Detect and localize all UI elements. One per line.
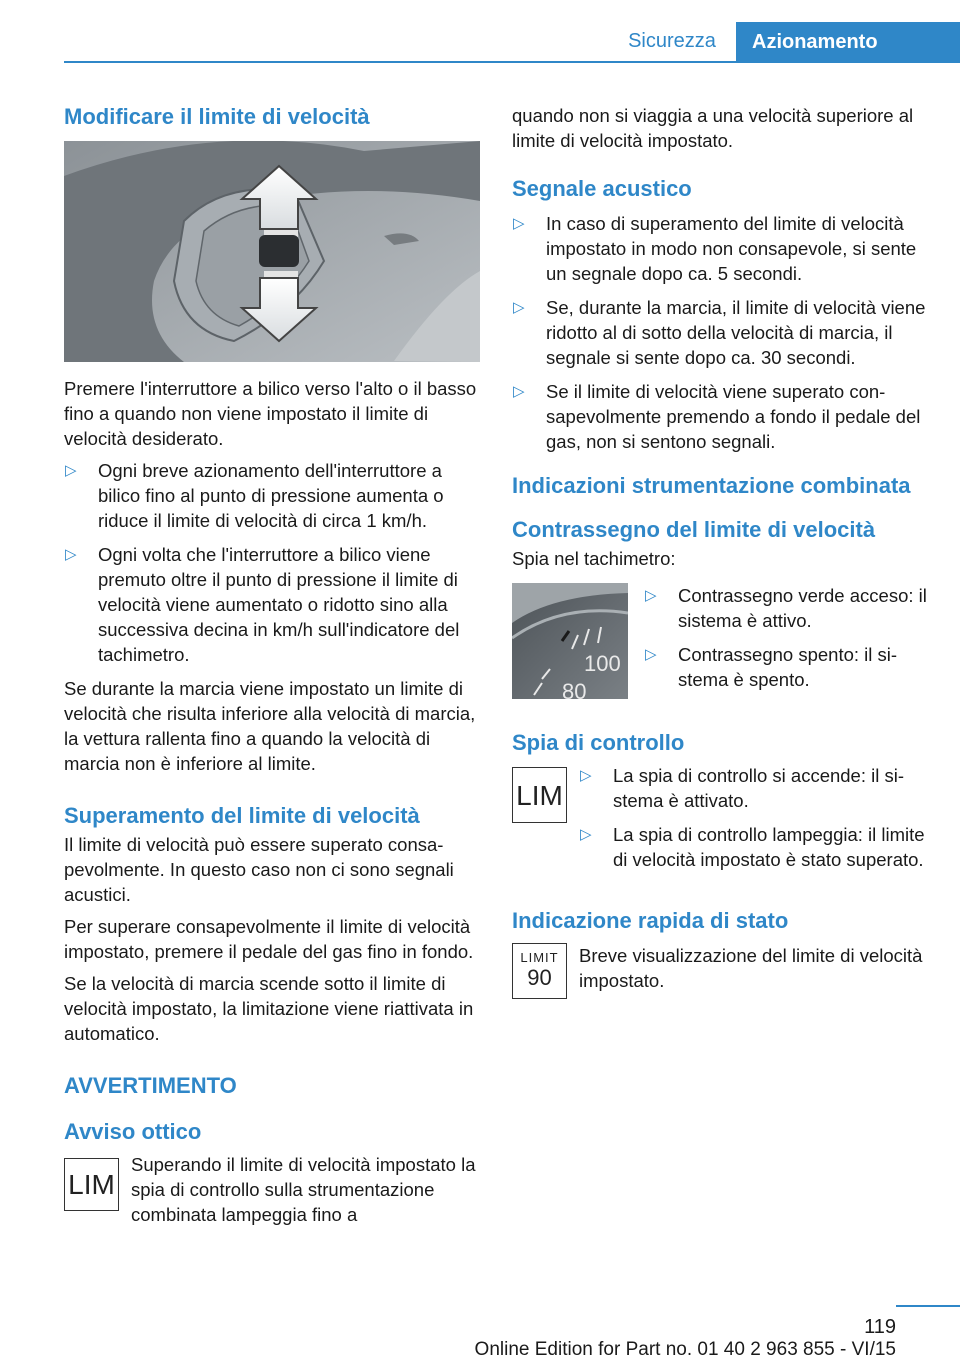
heading-quick-status: Indicazione rapida di stato (512, 908, 789, 933)
right-column (512, 103, 930, 999)
paragraph-continuation: quando non si viaggia a una velocità superiore al limite di velocità impostato. (512, 105, 914, 151)
list-acoustic (512, 211, 930, 454)
heading-warning: AVVERTIMENTO (64, 1073, 237, 1098)
paragraph-speedometer: Spia nel tachimetro: (512, 548, 676, 569)
header-rule (64, 61, 960, 63)
lim-indicator-icon: LIM (512, 767, 567, 823)
paragraph-visual-warning: Superando il limite di velocità impostato la spia di controllo sulla strumentazione combinata lampeggia fino a (131, 1154, 476, 1225)
heading-control-light: Spia di controllo (512, 730, 685, 755)
list-item: ▷ In caso di superamento del limite di velocità impostato in modo non consapevole, si sente un segnale dopo ca. 5 secondi. (512, 211, 930, 286)
speedometer-photo (512, 583, 628, 699)
heading-exceed-limit: Superamento del limite di velocità (64, 803, 420, 828)
page-number: 119 (864, 1316, 896, 1338)
limit-value: 90 (527, 965, 552, 990)
steering-wheel-rocker-switch-photo (64, 141, 480, 362)
list-item: ▷ Contrassegno spento: il sistema è spento. (644, 642, 930, 692)
paragraph-quick-status: Breve visualizzazione del limite di velocità impostato. (579, 945, 923, 991)
edition-footer: Online Edition for Part no. 01 40 2 963 855 - VI/15 (474, 1339, 896, 1360)
list-item: ▷ Ogni breve azionamento dell'interruttore a bilico fino al punto di pressione aumenta o riduce il limite di velocità di circa 1 km/h. (64, 458, 482, 533)
footer-rule (896, 1305, 960, 1307)
heading-limit-marker: Contrassegno del limite di velocità (512, 517, 876, 542)
gauge-label-80: 80 (562, 679, 587, 699)
paragraph-exceed-3: Se la velocità di marcia scende sotto il limite di velocità impostato, la limitazione viene riattivata in automatico. (64, 973, 474, 1044)
list-item: ▷ Contrassegno verde acceso: il sistema è attivo. (644, 583, 930, 633)
tab-azionamento[interactable]: Azionamento (736, 22, 960, 63)
lim-indicator-icon: LIM (64, 1158, 119, 1211)
tab-sicurezza[interactable]: Sicurezza (628, 30, 716, 52)
list-rocker-actions (64, 458, 482, 667)
paragraph-press-rocker: Premere l'interruttore a bilico verso l'alto o il basso fino a quando non viene impostato il limite di velocità desiderato. (64, 378, 477, 449)
list-control-light (579, 763, 930, 881)
limit-90-indicator-icon (512, 943, 567, 999)
list-marker-states (644, 583, 930, 701)
left-column (64, 103, 482, 1227)
paragraph-exceed-1: Il limite di velocità può essere superato consapevolmente. In questo caso non ci sono segnali acustici. (64, 834, 454, 905)
limit-label: LIMIT (520, 950, 559, 965)
heading-instrument-cluster: Indicazioni strumentazione combinata (512, 473, 911, 498)
list-item: ▷ La spia di controllo lampeggia: il limite di velocità impostato è stato superato. (579, 822, 930, 872)
list-item: ▷ Se il limite di velocità viene superato consapevolmente premendo a fondo il pedale del gas, non si sentono segnali. (512, 379, 930, 454)
heading-acoustic-signal: Segnale acustico (512, 176, 692, 201)
paragraph-exceed-2: Per superare consapevolmente il limite di velocità impostato, premere il pedale del gas fino in fondo. (64, 916, 474, 962)
paragraph-slowdown: Se durante la marcia viene impostato un limite di velocità che risulta inferiore alla velocità di marcia, la vettura rallenta fino a quando la velocità di marcia non è inferiore al limite. (64, 678, 476, 774)
list-item: ▷ La spia di controllo si accende: il sistema è attivato. (579, 763, 930, 813)
list-item: ▷ Se, durante la marcia, il limite di velocità viene ridotto al di sotto della velocità di marcia, il segnale si sente dopo ca. 30 secondi. (512, 295, 930, 370)
gauge-label-100: 100 (584, 651, 621, 676)
heading-visual-warning: Avviso ottico (64, 1119, 202, 1144)
heading-modify-limit: Modificare il limite di velocità (64, 104, 370, 129)
list-item: ▷ Ogni volta che l'interruttore a bilico viene premuto oltre il punto di pressione il limite di velocità viene aumentato o ridotto sino alla successiva decina in km/h sull'indicatore del tachimetro. (64, 542, 482, 667)
